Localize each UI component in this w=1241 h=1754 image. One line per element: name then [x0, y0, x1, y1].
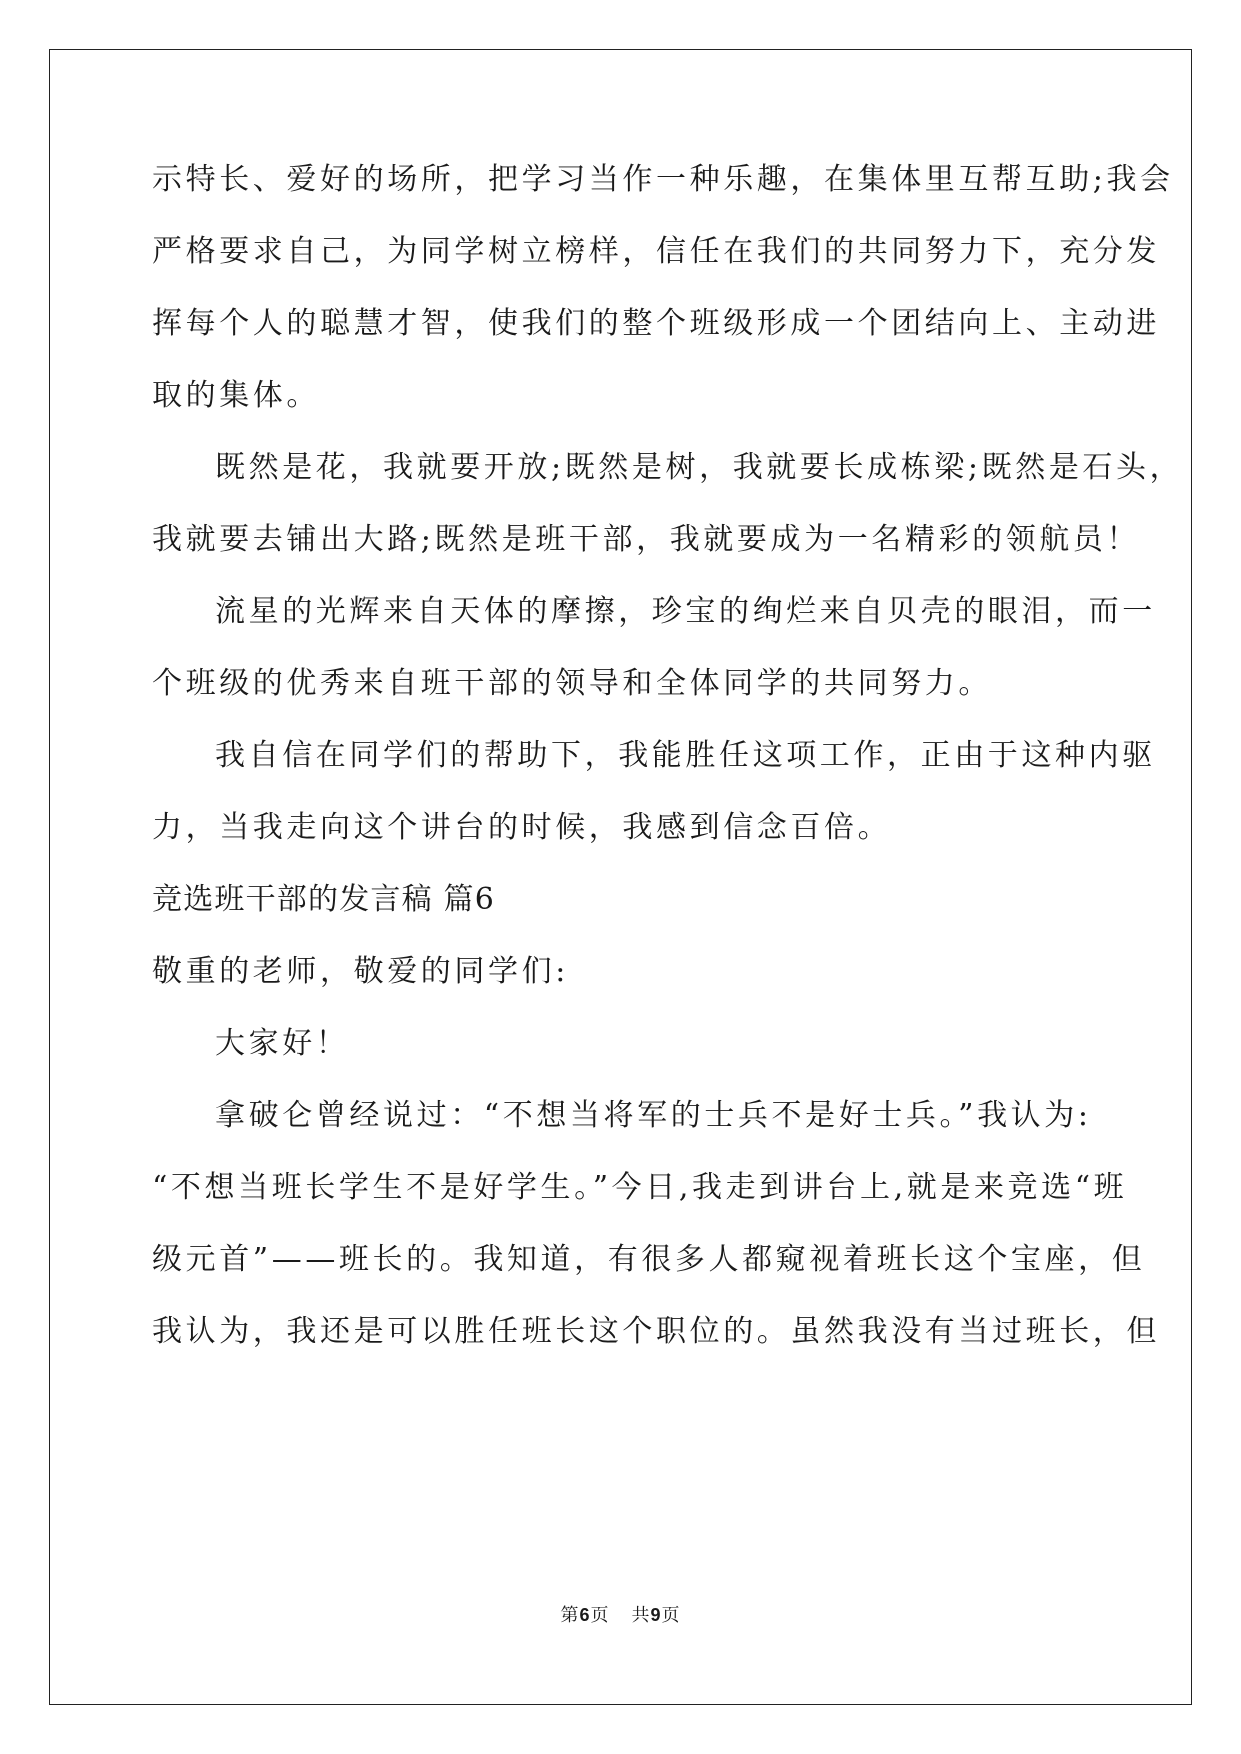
paragraph-line: 流星的光辉来自天体的摩擦，珍宝的绚烂来自贝壳的眼泪，而一 [215, 594, 1156, 629]
section-heading: 竞选班干部的发言稿 篇6 [152, 882, 496, 917]
paragraph-line: 拿破仑曾经说过：“不想当将军的士兵不是好士兵。”我认为: [215, 1098, 1092, 1133]
paragraph-line: 严格要求自己，为同学树立榜样，信任在我们的共同努力下，充分发 [152, 234, 1160, 269]
page-border [49, 49, 1192, 1705]
page-footer [0, 1603, 1241, 1628]
total-prefix: 共 [631, 1605, 651, 1626]
current-page-number: 6 [579, 1605, 591, 1625]
paragraph-line: 我认为，我还是可以胜任班长这个职位的。虽然我没有当过班长，但 [152, 1314, 1160, 1349]
paragraph-line: 挥每个人的聪慧才智，使我们的整个班级形成一个团结向上、主动进 [152, 306, 1160, 341]
paragraph-line: 力，当我走向这个讲台的时候，我感到信念百倍。 [152, 810, 892, 845]
page-prefix: 第 [560, 1605, 580, 1626]
salutation: 敬重的老师，敬爱的同学们: [152, 954, 569, 989]
paragraph-line: 我就要去铺出大路;既然是班干部，我就要成为一名精彩的领航员！ [152, 522, 1141, 557]
paragraph-line: 级元首”——班长的。我知道，有很多人都窥视着班长这个宝座，但 [152, 1242, 1146, 1277]
paragraph-line: 示特长、爱好的场所，把学习当作一种乐趣，在集体里互帮互助;我会 [152, 162, 1174, 197]
paragraph-line: 个班级的优秀来自班干部的领导和全体同学的共同努力。 [152, 666, 992, 701]
greeting: 大家好！ [215, 1026, 350, 1061]
paragraph-line: “不想当班长学生不是好学生。”今日,我走到讲台上,就是来竞选“班 [152, 1170, 1128, 1205]
total-suffix: 页 [661, 1605, 681, 1626]
paragraph-line: 我自信在同学们的帮助下，我能胜任这项工作，正由于这种内驱 [215, 738, 1156, 773]
total-page-number: 9 [650, 1605, 662, 1625]
page-suffix: 页 [590, 1605, 610, 1626]
paragraph-line: 取的集体。 [152, 378, 320, 413]
paragraph-line: 既然是花，我就要开放;既然是树，我就要长成栋梁;既然是石头， [215, 450, 1184, 485]
